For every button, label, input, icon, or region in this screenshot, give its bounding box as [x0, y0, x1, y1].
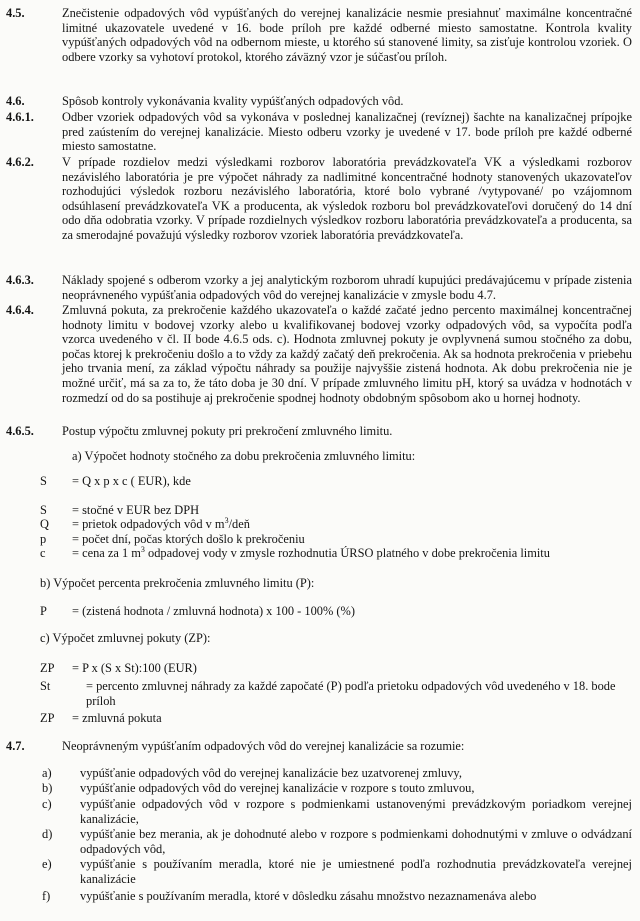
section-heading: Neoprávneným vypúšťaním odpadových vôd do verejnej kanalizácie sa rozumie: — [62, 739, 465, 753]
definition-symbol: Q — [40, 517, 49, 531]
definition-text: = prietok odpadových vôd v $m^3$/deň — [72, 515, 250, 531]
document-page: 4.5. Znečistenie odpadových vôd vypúšťaných do verejnej kanalizácie nesmie presiahnuť maximálne koncentračné limitné ukazovatele uvedené v 16. bode príloh pre každé odberné miesto samostatne. Kontrola kvality vypúšťaných odpadových vôd na odbernom mieste, u ktorého sú stanovené limity, sa zisťuje kontrolou vzoriek. O odbere vzorky sa vyhotoví protokol, ktorého záväzný vzor je súčasťou príloh. 4.6. Spôsob kontroly vykonávania kvality vypúšťaných odpadových vôd. 4.6.1. Odber vzoriek odpadových vôd sa vykonáva v poslednej kanalizačnej (revíznej) šachte na kanalizačnej prípojke pred zaústením do verejnej kanalizácie. Miesto odberu vzorky je uvedené v 17. bode príloh pre každé odberné miesto samostatne. 4.6.2. V prípade rozdielov medzi výsledkami rozborov laboratória prevádzkovateľa VK a výsledkami rozborov nezávislého laboratória je pre výpočet náhrady za nadlimitné koncentračné hodnoty stanovených ukazovateľov rozhodujúci výsledok rozboru nezávislého laboratória, ktoré bolo vybrané /vytypované/ po vzájomnom odsúhlasení prevádzkovateľa VK a producenta, ak výsledok rozboru bol prevádzkovateľovi doručený do 14 dní odo dňa odobratia vzorky. V prípade rozdielnych výsledkov rozboru laboratória prevádzkovateľa a producenta, sa za smerodajné považujú výsledky rozborov vzoriek laboratória prevádzkovateľa. 4.6.3. Náklady spojené s odberom vzorky a jej analytickým rozborom uhradí kupujúci predávajúcemu v prípade zistenia neoprávneného vypúšťania odpadových vôd do verejnej kanalizácie v zmysle bodu 4.7. 4.6.4. Zmluvná pokuta, za prekročenie každého ukazovateľa o každé začaté jedno percento maximálnej koncentračnej hodnoty limitu v bodovej vzorky alebo u kvalifikovanej bodovej vzorky odpadových vôd, sa vypočíta podľa vzorca uvedeného v čl. II bode 4.6.5 ods. c). Hodnota zmluvnej pokuty je ovplyvnená sumou stočného za dobu, počas ktorej k prekročeniu došlo a to vždy za každý začatý deň prekročenia. Ak sa hodnota prekročenia v priebehu jeho trvania mení, za základ výpočtu náhrady sa použije najvyššie zistená hodnota. Ak dobu prekročenia nie je možné určiť, má sa za to, že táto doba je 30 dní. V prípade zmluvného limitu pH, ktorý sa uvádza v hodnotách v rozmedzí od do sa postihuje aj prekročenie spodnej hodnoty obdobným spôsobom ako u hornej hodnoty. 4.6.5. Postup výpočtu zmluvnej pokuty pri prekročení zmluvného limitu. a) Výpočet hodnoty stočného za dobu prekročenia zmluvného limitu: S = Q x p x c ( EUR), kde S = stočné v EUR bez DPH Q = prietok odpadových vôd v $m^3$/deň p = počet dní, počas ktorých došlo k prekročeniu c = cena za 1 $m^3$ odpadovej vody v zmysle rozhodnutia ÚRSO platného v dobe prekročenia limitu b) Výpočet percenta prekročenia zmluvného limitu (P): P = (zistená hodnota / zmluvná hodnota) x 100 - 100% (%) c) Výpočet zmluvnej pokuty (ZP): ZP = P x (S x St):100 (EUR) St = percento zmluvnej náhrady za každé započaté (P) podľa prietoku odpadových vôd uvedeného v 18. bode príloh ZP = zmluvná pokuta 4.7. Neoprávneným vypúšťaním odpadových vôd do verejnej kanalizácie sa rozumie: a) vypúšťanie odpadových vôd do verejnej kanalizácie bez uzatvorenej zmluvy, b) vypúšťanie odpadových vôd do verejnej kanalizácie v rozpore s touto zmluvou, c) vypúšťanie odpadových vôd v rozpore s podmienkami ustanovenými prevádzkovým poriadkom verejnej kanalizácie, d) vypúšťanie bez merania, ak je dohodnuté alebo v rozpore s podmienkami dohodnutými v zmluve o odvádzaní odpadových vôd, e) vypúšťanie s používaním meradla, ktoré nie je umiestnené podľa rozhodnutia prevádzkovateľa verejnej kanalizácie f) vypúšťanie s používaním meradla, ktoré v dôsledku zásahu množstvo nezaznamenáva alebo — [6, 6, 632, 903]
section-text: Znečistenie odpadových vôd vypúšťaných do verejnej kanalizácie nesmie presiahnuť maximálne koncentračné limitné ukazovatele uvedené v 16. bode príloh pre každé odberné miesto samostatne. Kontrola kvality vypúšťaných odpadových vôd na odbernom mieste, u ktorého sú stanovené limity, sa zisťuje kontrolou vzoriek. O odbere vzorky sa vyhotoví protokol, ktorého záväzný vzor je súčasťou príloh. — [62, 6, 632, 64]
definition-text: = stočné v EUR bez DPH — [72, 503, 200, 517]
subheading-a: a) Výpočet hodnoty stočného za dobu prekročenia zmluvného limitu: — [72, 449, 416, 463]
section-number: 4.6.3. — [6, 273, 34, 287]
formula-symbol: ZP — [40, 661, 55, 675]
formula-expression: = Q x p x c ( EUR), kde — [72, 474, 191, 488]
definition-symbol: ZP — [40, 711, 55, 725]
section-number: 4.6. — [6, 94, 25, 108]
subheading-c: c) Výpočet zmluvnej pokuty (ZP): — [40, 631, 211, 645]
formula-expression: = P x (S x St):100 (EUR) — [72, 661, 197, 675]
definition-symbol: St — [40, 679, 51, 693]
formula-symbol: P — [40, 604, 47, 618]
section-number: 4.6.2. — [6, 155, 34, 169]
section-number: 4.6.5. — [6, 424, 34, 438]
subheading-b: b) Výpočet percenta prekročenia zmluvného limitu (P): — [40, 576, 315, 590]
section-text: Odber vzoriek odpadových vôd sa vykonáva v poslednej kanalizačnej (revíznej) šachte na kanalizačnej prípojke pred zaústením do verejnej kanalizácie. Miesto odberu vzorky je uvedené v 17. bode príloh pre každé odberné miesto samostatne. — [62, 110, 632, 154]
formula-expression: = (zistená hodnota / zmluvná hodnota) x 100 - 100% (%) — [72, 604, 355, 618]
definition-symbol: c — [40, 546, 46, 560]
definition-symbol: S — [40, 503, 47, 517]
definition-text: = zmluvná pokuta — [72, 711, 162, 725]
section-number: 4.6.1. — [6, 110, 34, 124]
section-text: Zmluvná pokuta, za prekročenie každého ukazovateľa o každé začaté jedno percento maximálnej koncentračnej hodnoty limitu v bodovej vzorky alebo u kvalifikovanej bodovej vzorky odpadových vôd, sa vypočíta podľa vzorca uvedeného v čl. II bode 4.6.5 ods. c). Hodnota zmluvnej pokuty je ovplyvnená sumou stočného za dobu, počas ktorej k prekročeniu došlo a to vždy za každý začatý deň prekročenia. Ak sa hodnota prekročenia v priebehu jeho trvania mení, za základ výpočtu náhrady sa použije najvyššie zistená hodnota. Ak dobu prekročenia nie je možné určiť, má sa za to, že táto doba je 30 dní. V prípade zmluvného limitu pH, ktorý sa uvádza v hodnotách v rozmedzí od do sa postihuje aj prekročenie spodnej hodnoty obdobným spôsobom ako u hornej hodnoty. — [62, 303, 632, 405]
definition-symbol: p — [40, 532, 47, 546]
definition-text: = cena za 1 $m^3$ odpadovej vody v zmysle rozhodnutia ÚRSO platného v dobe prekročenia limitu — [72, 544, 550, 560]
section-text: Náklady spojené s odberom vzorky a jej analytickým rozborom uhradí kupujúci predávajúcemu v prípade zistenia neoprávneného vypúšťania odpadových vôd do verejnej kanalizácie v zmysle bodu 4.7. — [62, 273, 632, 302]
section-number: 4.7. — [6, 739, 25, 753]
section-text: V prípade rozdielov medzi výsledkami rozborov laboratória prevádzkovateľa VK a výsledkami rozborov nezávislého laboratória je pre výpočet náhrady za nadlimitné koncentračné hodnoty stanovených ukazovateľov rozhodujúci výsledok rozboru nezávislého laboratória, ktoré bolo vybrané /vytypované/ po vzájomnom odsúhlasení prevádzkovateľa VK a producenta, ak výsledok rozboru bol prevádzkovateľovi doručený do 14 dní odo dňa odobratia vzorky. V prípade rozdielnych výsledkov rozboru laboratória prevádzkovateľa a producenta, sa za smerodajné považujú výsledky rozborov vzoriek laboratória prevádzkovateľa. — [62, 155, 632, 242]
section-heading: Spôsob kontroly vykonávania kvality vypúšťaných odpadových vôd. — [62, 94, 404, 108]
section-heading: Postup výpočtu zmluvnej pokuty pri prekročení zmluvného limitu. — [62, 424, 393, 438]
section-number: 4.5. — [6, 6, 25, 20]
definition-text: = percento zmluvnej náhrady za každé započaté (P) podľa prietoku odpadových vôd uvedeného v 18. bode príloh — [86, 679, 616, 708]
definition-text: = počet dní, počas ktorých došlo k prekročeniu — [72, 532, 305, 546]
section-number: 4.6.4. — [6, 303, 34, 317]
formula-symbol: S — [40, 474, 47, 488]
